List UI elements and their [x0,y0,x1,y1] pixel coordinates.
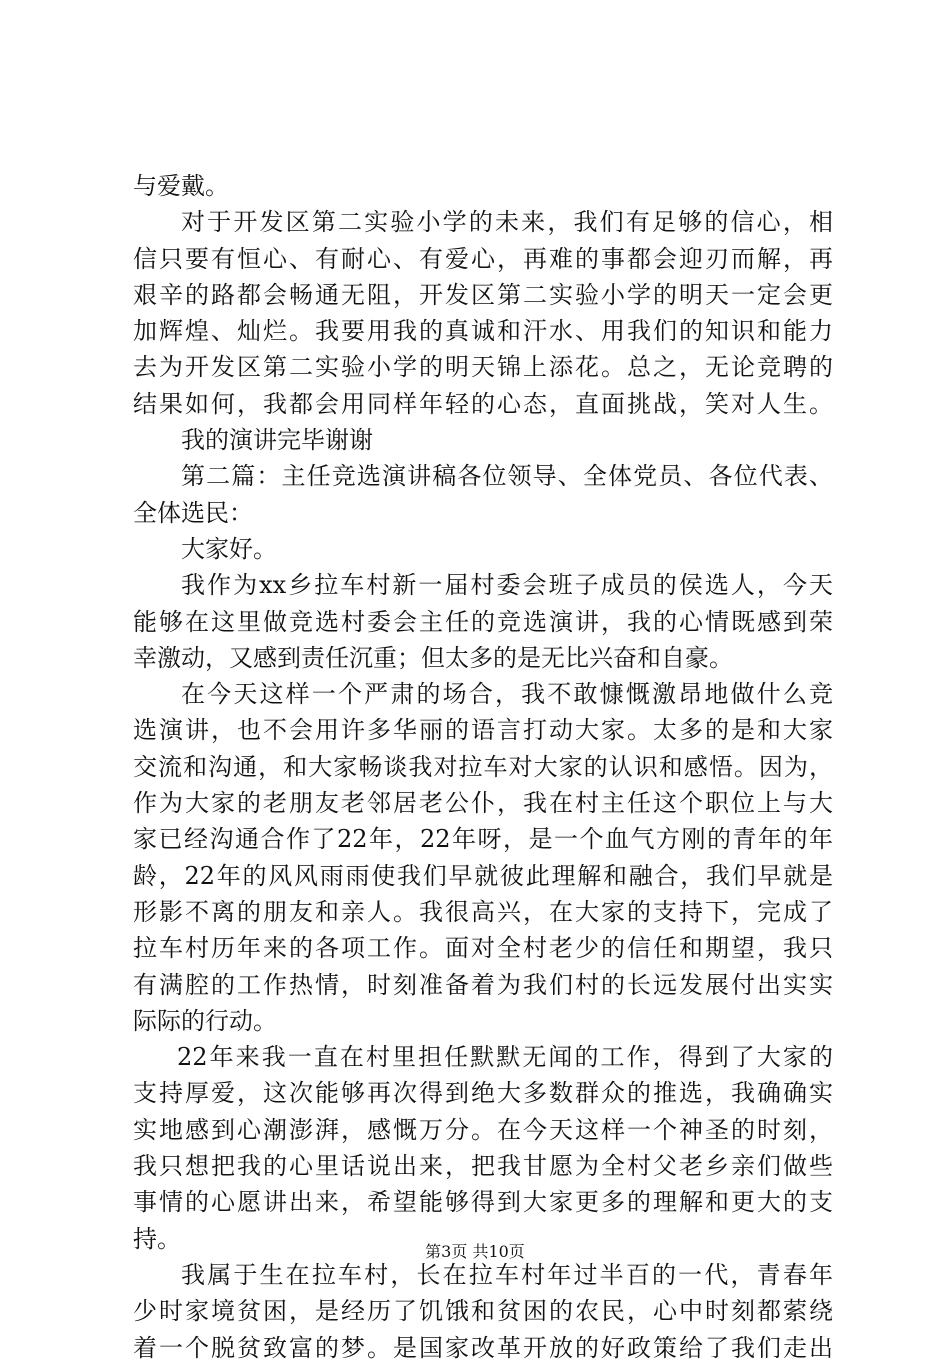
text-line: 我作为xx乡拉车村新一届村委会班子成员的侯选人，今天 [181,571,833,600]
text-line: 全体选民： [133,498,253,527]
page-footer: 第3页 共10页 [425,1242,525,1261]
text-line: 实地感到心潮澎湃，感慨万分。在今天这样一个神圣的时刻， [133,1115,833,1144]
text-line: 与爱戴。 [133,172,229,200]
text-line: 去为开发区第二实验小学的明天锦上添花。总之，无论竞聘的 [133,353,833,382]
text-line: 对于开发区第二实验小学的未来，我们有足够的信心，相 [181,208,833,237]
text-line: 交流和沟通，和大家畅谈我对拉车对大家的认识和感悟。因为， [133,752,833,781]
text-line: 加辉煌、灿烂。我要用我的真诚和汗水、用我们的知识和能力 [133,317,833,346]
text-line: 信只要有恒心、有耐心、有爱心，再难的事都会迎刃而解，再 [133,244,833,273]
text-line: 事情的心愿讲出来，希望能够得到大家更多的理解和更大的支 [133,1188,833,1217]
text-line: 能够在这里做竞选村委会主任的竞选演讲，我的心情既感到荣 [133,607,833,636]
document-body [133,168,833,1366]
text-line: 幸激动，又感到责任沉重；但太多的是无比兴奋和自豪。 [133,643,733,672]
text-line: 作为大家的老朋友老邻居老公仆，我在村主任这个职位上与大 [133,789,833,818]
text-line: 我的演讲完毕谢谢 [181,426,373,455]
text-line: 选演讲，也不会用许多华丽的语言打动大家。太多的是和大家 [133,716,833,745]
text-line: 少时家境贫困，是经历了饥饿和贫困的农民，心中时刻都萦绕 [133,1297,833,1326]
text-line: 着一个脱贫致富的梦。是国家改革开放的好政策给了我们走出 [133,1333,833,1362]
text-line: 支持厚爱，这次能够再次得到绝大多数群众的推选，我确确实 [133,1079,833,1108]
text-line: 艰辛的路都会畅通无阻，开发区第二实验小学的明天一定会更 [133,280,833,309]
text-line: 有满腔的工作热情，时刻准备着为我们村的长远发展付出实实 [133,970,833,999]
text-line: 22年来我一直在村里担任默默无闻的工作，得到了大家的 [177,1043,833,1072]
text-line: 龄，22年的风风雨雨使我们早就彼此理解和融合，我们早就是 [133,861,833,890]
text-line: 形影不离的朋友和亲人。我很高兴，在大家的支持下，完成了 [133,897,833,926]
text-line: 我只想把我的心里话说出来，把我甘愿为全村父老乡亲们做些 [133,1152,833,1181]
text-line: 我属于生在拉车村，长在拉车村年过半百的一代，青春年 [181,1260,833,1289]
text-line: 第二篇：主任竞选演讲稿各位领导、全体党员、各位代表、 [181,462,833,491]
text-line: 持。 [133,1224,181,1253]
text-line: 拉车村历年来的各项工作。面对全村老少的信任和期望，我只 [133,934,833,963]
text-line: 在今天这样一个严肃的场合，我不敢慷慨激昂地做什么竞 [181,680,833,709]
text-line: 结果如何，我都会用同样年轻的心态，直面挑战，笑对人生。 [133,389,833,418]
text-line: 家已经沟通合作了22年，22年呀，是一个血气方刚的青年的年 [133,825,833,854]
text-line: 大家好。 [181,534,277,563]
text-line: 际际的行动。 [133,1006,277,1035]
